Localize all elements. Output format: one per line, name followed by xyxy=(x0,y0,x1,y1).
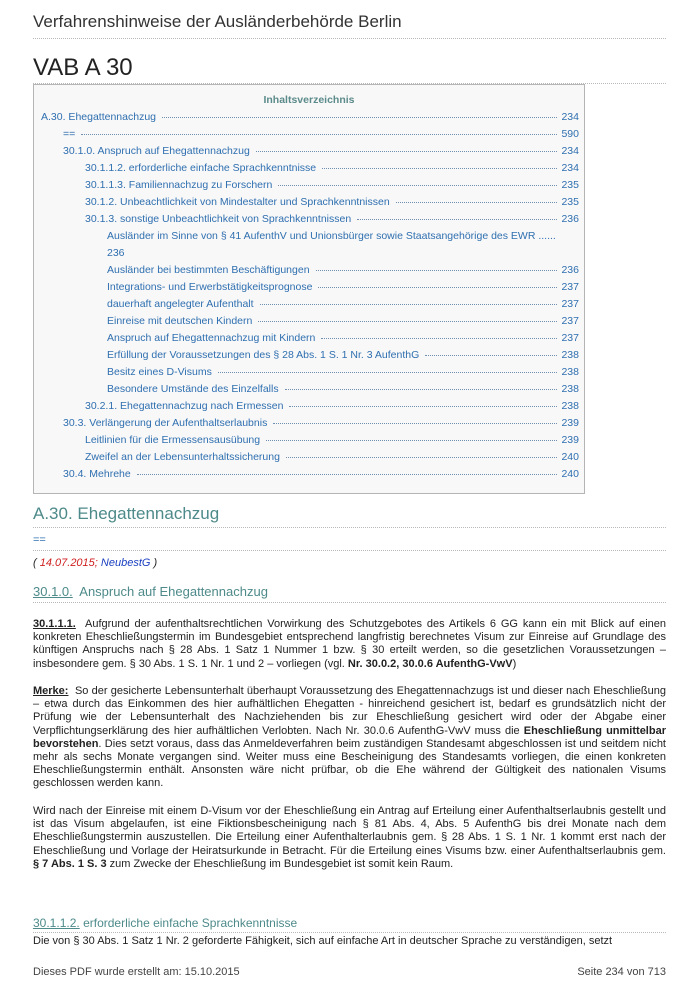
toc-entry[interactable] xyxy=(85,213,579,225)
footer-page-number: Seite 234 von 713 xyxy=(577,966,666,978)
toc-entry[interactable] xyxy=(85,162,579,174)
toc-entry[interactable] xyxy=(63,468,579,480)
toc-entry[interactable] xyxy=(107,366,579,378)
toc-heading: Inhaltsverzeichnis xyxy=(263,94,355,106)
toc-entry-label: 30.1.0. Anspruch auf Ehegattennachzug xyxy=(63,145,250,157)
toc-entry-label: 30.1.1.3. Familiennachzug zu Forschern xyxy=(85,179,273,191)
toc-entry-label: Ausländer im Sinne von § 41 AufenthV und Unionsbürger sowie Staatsangehörige des EWR ...... xyxy=(107,230,556,242)
paragraph-d-visum: Wird nach der Einreise mit einem D-Visum vor der Eheschließung ein Antrag auf Erteilung einer Aufenthaltserlaubnis gestellt und ist das Visum abgelaufen, ist eine Fiktionsbescheinigung nach § 81 Abs. 4, Abs. 5 AufenthG bis drei Monate nach dem Eheschließungstermin auszustellen. Die Erteilung einer Aufenthalterlaubnis gem. § 28 Abs. 1 S. 1 Nr. 1 kommt erst nach der Eheschließung und Vorlage der Heiratsurkunde in Betracht. Für die Erteilung eines Visums bzw. einer Aufenthaltserlaubnis gem. § 7 Abs. 1 S. 3 zum Zwecke der Eheschließung im Bundesgebiet ist somit kein Raum. xyxy=(33,805,666,870)
subsection-number[interactable]: 30.1.0. xyxy=(33,584,73,599)
toc-entry-label: == xyxy=(63,128,76,140)
toc-entry-page: 236 xyxy=(561,213,579,225)
toc-entry-label: Anspruch auf Ehegattennachzug mit Kindern xyxy=(107,332,316,344)
toc-entry-label: Erfüllung der Voraussetzungen des § 28 Abs. 1 S. 1 Nr. 3 AufenthG xyxy=(107,349,420,361)
toc-entry-label: 30.4. Mehrehe xyxy=(63,468,131,480)
toc-entry-label: Ausländer bei bestimmten Beschäftigungen xyxy=(107,264,310,276)
toc-entry-label: 30.2.1. Ehegattennachzug nach Ermessen xyxy=(85,400,284,412)
toc-entry[interactable] xyxy=(107,383,579,395)
toc-entry-page: 234 xyxy=(561,162,579,174)
table-of-contents xyxy=(33,84,585,494)
toc-entry[interactable] xyxy=(85,400,579,412)
divider xyxy=(33,38,666,39)
toc-entry-page: 590 xyxy=(561,128,579,140)
toc-entry-page: 235 xyxy=(561,179,579,191)
paragraph-30-1-1-2: Die von § 30 Abs. 1 Satz 1 Nr. 2 geforderte Fähigkeit, sich auf einfache Art in deutscher Sprache zu verständigen, setzt xyxy=(33,935,613,947)
toc-entry[interactable] xyxy=(107,315,579,327)
toc-entry-label: Leitlinien für die Ermessensausübung xyxy=(85,434,261,446)
toc-entry[interactable] xyxy=(41,111,579,123)
toc-entry-label: Besitz eines D-Visums xyxy=(107,366,212,378)
toc-entry[interactable] xyxy=(63,417,579,429)
toc-entry[interactable] xyxy=(107,281,579,293)
toc-entry-page: 234 xyxy=(561,111,579,123)
toc-entry[interactable] xyxy=(85,434,579,446)
site-title: Verfahrenshinweise der Ausländerbehörde Berlin xyxy=(33,12,402,31)
toc-entry-page: 238 xyxy=(561,349,579,361)
toc-entry[interactable] xyxy=(107,298,579,310)
toc-entry-label: A.30. Ehegattennachzug xyxy=(41,111,157,123)
paragraph-merke: Merke: So der gesicherte Lebensunterhalt überhaupt Voraussetzung des Ehegattennachzugs ist und dieser nach Eheschließung – etwa durch das Einkommen des hier aufhältlichen Ehegatten - hinreichend gesichert ist, bedarf es grundsätzlich nicht der Prüfung wie der Lebensunterhalt des Nachziehenden bis zur Eheschließung gesichert wird oder der Abgabe einer Verpflichtungserklärung des hier aufhältlichen Verlobten. Nach Nr. 30.0.6 AufenthG-VwV muss die Eheschließung unmittelbar bevorstehen. Dies setzt voraus, dass das Anmeldeverfahren beim zuständigen Standesamt abgeschlossen ist und seitdem nicht mehr als sechs Monate vergangen sind. Weiter muss eine Bescheinigung des Standesamts vorliegen, die einen konkreten Eheschließungstermin enthält. Ansonsten wäre nicht prüfbar, ob die Ehe während der Gültigkeit des nationalen Visums geschlossen werden kann. xyxy=(33,685,666,790)
amendment-date: 14.07.2015; xyxy=(39,557,98,569)
toc-entry-page: 236 xyxy=(107,247,125,259)
toc-entry[interactable] xyxy=(63,145,579,157)
toc-entry[interactable] xyxy=(107,349,579,361)
toc-entry-label: 30.3. Verlängerung der Aufenthaltserlaubnis xyxy=(63,417,268,429)
subsection-title: Anspruch auf Ehegattennachzug xyxy=(79,584,268,599)
document-title: VAB A 30 xyxy=(33,54,133,81)
toc-entry-page: 239 xyxy=(561,434,579,446)
toc-entry-page: 234 xyxy=(561,145,579,157)
subsection-heading xyxy=(33,916,297,930)
subsection-heading xyxy=(33,584,268,599)
toc-entry-page: 237 xyxy=(561,298,579,310)
toc-entry-page: 237 xyxy=(561,281,579,293)
eq-link[interactable]: == xyxy=(33,534,46,546)
subsection-title: erforderliche einfache Sprachkenntnisse xyxy=(83,916,298,930)
toc-entry-label: 30.1.2. Unbeachtlichkeit von Mindestalter und Sprachkenntnissen xyxy=(85,196,390,208)
toc-entry-label: Zweifel an der Lebensunterhaltssicherung xyxy=(85,451,280,463)
toc-entry[interactable] xyxy=(107,228,579,262)
divider xyxy=(33,932,666,933)
footer-created-date: Dieses PDF wurde erstellt am: 15.10.2015 xyxy=(33,966,240,978)
toc-entry[interactable] xyxy=(107,264,579,276)
toc-entry-label: dauerhaft angelegter Aufenthalt xyxy=(107,298,254,310)
toc-entry-label: 30.1.3. sonstige Unbeachtlichkeit von Sprachkenntnissen xyxy=(85,213,352,225)
toc-entry-label: Besondere Umstände des Einzelfalls xyxy=(107,383,279,395)
subsection-number[interactable]: 30.1.1.2. xyxy=(33,916,80,930)
amendment-note: ( 14.07.2015; NeubestG ) xyxy=(33,557,158,569)
toc-entry-label: 30.1.1.2. erforderliche einfache Sprachkenntnisse xyxy=(85,162,317,174)
toc-entry[interactable] xyxy=(85,451,579,463)
toc-entry[interactable] xyxy=(107,332,579,344)
divider xyxy=(33,527,666,528)
toc-entry-page: 240 xyxy=(561,468,579,480)
toc-entry-page: 236 xyxy=(561,264,579,276)
toc-entry-page: 237 xyxy=(561,315,579,327)
divider xyxy=(33,602,666,603)
toc-entry-page: 238 xyxy=(561,366,579,378)
toc-entry-label: Integrations- und Erwerbstätigkeitsprognose xyxy=(107,281,313,293)
toc-entry-page: 239 xyxy=(561,417,579,429)
toc-entry[interactable] xyxy=(63,128,579,140)
amendment-law-link[interactable]: NeubestG xyxy=(100,557,151,569)
toc-entry-label: Einreise mit deutschen Kindern xyxy=(107,315,253,327)
toc-entry-page: 238 xyxy=(561,383,579,395)
toc-entry[interactable] xyxy=(85,179,579,191)
paragraph-30-1-1-1: 30.1.1.1. Aufgrund der aufenthaltsrechtlichen Vorwirkung des Schutzgebotes des Artikels 6 GG kann ein mit Blick auf einen konkreten Eheschließungstermin im Bundesgebiet entsprechend langfristig berechnetes Visum zur Einreise auf Grundlage des künftigen Anspruchs nach § 28 Abs. 1 Satz 1 Nummer 1 bzw. § 30 erteilt werden, so die gesetzlichen Voraussetzungen – insbesondere gem. § 30 Abs. 1 S. 1 Nr. 1 und 2 – vorliegen (vgl. Nr. 30.0.2, 30.0.6 AufenthG-VwV) xyxy=(33,618,666,670)
toc-entry-page: 237 xyxy=(561,332,579,344)
toc-entry-page: 240 xyxy=(561,451,579,463)
section-title: A.30. Ehegattennachzug xyxy=(33,504,220,523)
divider xyxy=(33,550,666,551)
toc-entry-page: 235 xyxy=(561,196,579,208)
toc-entry-page: 238 xyxy=(561,400,579,412)
toc-entry[interactable] xyxy=(85,196,579,208)
